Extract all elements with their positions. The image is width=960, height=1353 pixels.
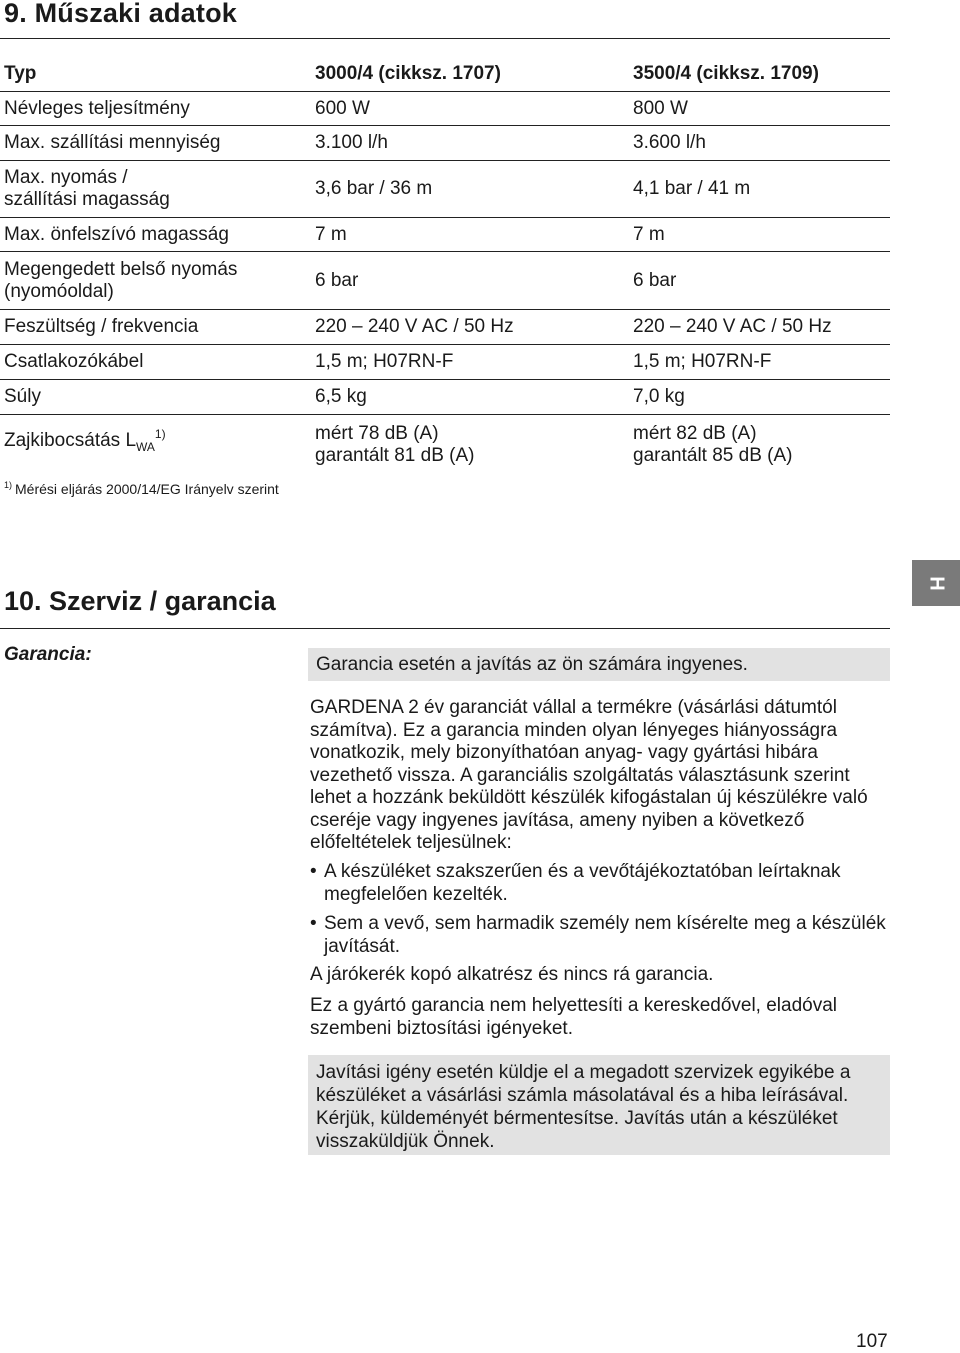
footnote-text: Mérési eljárás 2000/14/EG Irányelv szerint xyxy=(15,481,279,497)
row-value-model-2: 220 – 240 V AC / 50 Hz xyxy=(629,310,890,345)
row-label: Súly xyxy=(0,380,309,415)
footnote-ref: 1) xyxy=(154,427,166,441)
row-value-model-1: 600 W xyxy=(309,92,629,126)
section-10-rule xyxy=(0,628,890,629)
value-line: garantált 81 dB (A) xyxy=(315,445,475,466)
row-label-line: Megengedett belső nyomás xyxy=(4,258,238,280)
list-item xyxy=(310,861,890,906)
page-number: 107 xyxy=(856,1331,888,1352)
row-value-model-2: 1,5 m; H07RN-F xyxy=(629,345,890,380)
highlight-box-free-repair xyxy=(308,648,890,681)
table-row xyxy=(0,415,890,468)
section-10-title: 10. Szerviz / garancia xyxy=(4,586,276,616)
row-label-line: szállítási magasság xyxy=(4,189,170,210)
list-item-text: Sem a vevő, sem harmadik személy nem kísérelte meg a készülék javítását. xyxy=(324,913,886,957)
highlight-box-repair-claim xyxy=(308,1055,890,1155)
section-9-title: 9. Műszaki adatok xyxy=(4,0,237,28)
row-label: Feszültség / frekvencia xyxy=(0,310,309,345)
row-value-model-2: 800 W xyxy=(629,92,890,126)
header-type-label: Typ xyxy=(0,56,309,92)
row-label: Névleges teljesítmény xyxy=(0,92,309,126)
row-label-line: Max. nyomás / xyxy=(4,167,128,188)
value-line: mért 82 dB (A) xyxy=(633,423,757,444)
title-rule xyxy=(0,38,890,39)
table-row xyxy=(0,126,890,161)
table-header-row xyxy=(0,56,890,92)
row-label xyxy=(0,415,309,468)
table-row xyxy=(0,252,890,310)
row-label xyxy=(0,161,309,218)
row-label: Max. szállítási mennyiség xyxy=(0,126,309,161)
spec-table xyxy=(0,56,890,467)
row-value-model-1: 6 bar xyxy=(309,252,629,310)
list-item xyxy=(310,913,890,958)
footnote-marker: 1) xyxy=(4,480,13,490)
row-label xyxy=(0,252,309,310)
subscript-wa: WA xyxy=(136,440,155,454)
row-value-model-2: 7,0 kg xyxy=(629,380,890,415)
footnote xyxy=(4,480,279,497)
row-value-model-1: 7 m xyxy=(309,218,629,252)
row-label-text: Zajkibocsátás L xyxy=(4,430,137,451)
row-label: Csatlakozókábel xyxy=(0,345,309,380)
table-row xyxy=(0,345,890,380)
garancia-label: Garancia: xyxy=(4,644,92,665)
value-line: garantált 85 dB (A) xyxy=(633,445,793,466)
manufacturer-guarantee-paragraph: Ez a gyártó garancia nem helyettesíti a kereskedővel, eladóval szembeni biztosítási igényeket. xyxy=(310,995,838,1039)
row-value-model-2: 7 m xyxy=(629,218,890,252)
row-value-model-1: 220 – 240 V AC / 50 Hz xyxy=(309,310,629,345)
table-row xyxy=(0,380,890,415)
language-tab xyxy=(912,560,960,606)
highlight-text: Javítási igény esetén küldje el a megadott szervizek egyikébe a készüléket a vásárlási számla másolatával és a hiba leírásával. Kérjük, küldeményét bérmentesítse. Javítás után a készüléket visszaküldjük Önnek. xyxy=(316,1062,851,1152)
row-value-model-2: 6 bar xyxy=(629,252,890,310)
bullet-icon: • xyxy=(310,913,317,934)
table-row xyxy=(0,218,890,252)
value-line: mért 78 dB (A) xyxy=(315,423,439,444)
bullet-icon: • xyxy=(310,861,317,882)
header-model-1: 3000/4 (cikksz. 1707) xyxy=(309,56,629,92)
header-model-2: 3500/4 (cikksz. 1709) xyxy=(629,56,890,92)
row-label: Max. önfelszívó magasság xyxy=(0,218,309,252)
warranty-paragraph: GARDENA 2 év garanciát vállal a termékre (vásárlási dátumtól számítva). Ez a garancia minden olyan lényeges hiányosságra vonatkozik, mely bizonyíthatóan anyag- vagy gyártási hibára vezethető vissza. A garanciális szolgáltatás választásunk szerint lehet a hozzánk beküldött készülék kifogástalan új készülékre való cseréje vagy ingyenes javítása, ameny nyiben a következő előfeltételek teljesülnek: xyxy=(310,697,868,853)
language-tab-label: H xyxy=(925,575,948,591)
row-value-model-2: 4,1 bar / 41 m xyxy=(629,161,890,218)
row-value-model-1: 3,6 bar / 36 m xyxy=(309,161,629,218)
list-item-text: A készüléket szakszerűen és a vevőtájékoztatóban leírtaknak megfelelően kezelték. xyxy=(324,861,841,905)
row-value-model-1 xyxy=(309,415,629,468)
row-value-model-1: 3.100 l/h xyxy=(309,126,629,161)
table-row xyxy=(0,92,890,126)
impeller-paragraph: A járókerék kopó alkatrész és nincs rá garancia. xyxy=(310,964,714,985)
row-value-model-1: 1,5 m; H07RN-F xyxy=(309,345,629,380)
row-value-model-1: 6,5 kg xyxy=(309,380,629,415)
table-row xyxy=(0,310,890,345)
row-value-model-2 xyxy=(629,415,890,468)
table-row xyxy=(0,161,890,218)
highlight-text: Garancia esetén a javítás az ön számára ingyenes. xyxy=(316,654,748,675)
row-value-model-2: 3.600 l/h xyxy=(629,126,890,161)
row-label-line: (nyomóoldal) xyxy=(4,280,114,302)
